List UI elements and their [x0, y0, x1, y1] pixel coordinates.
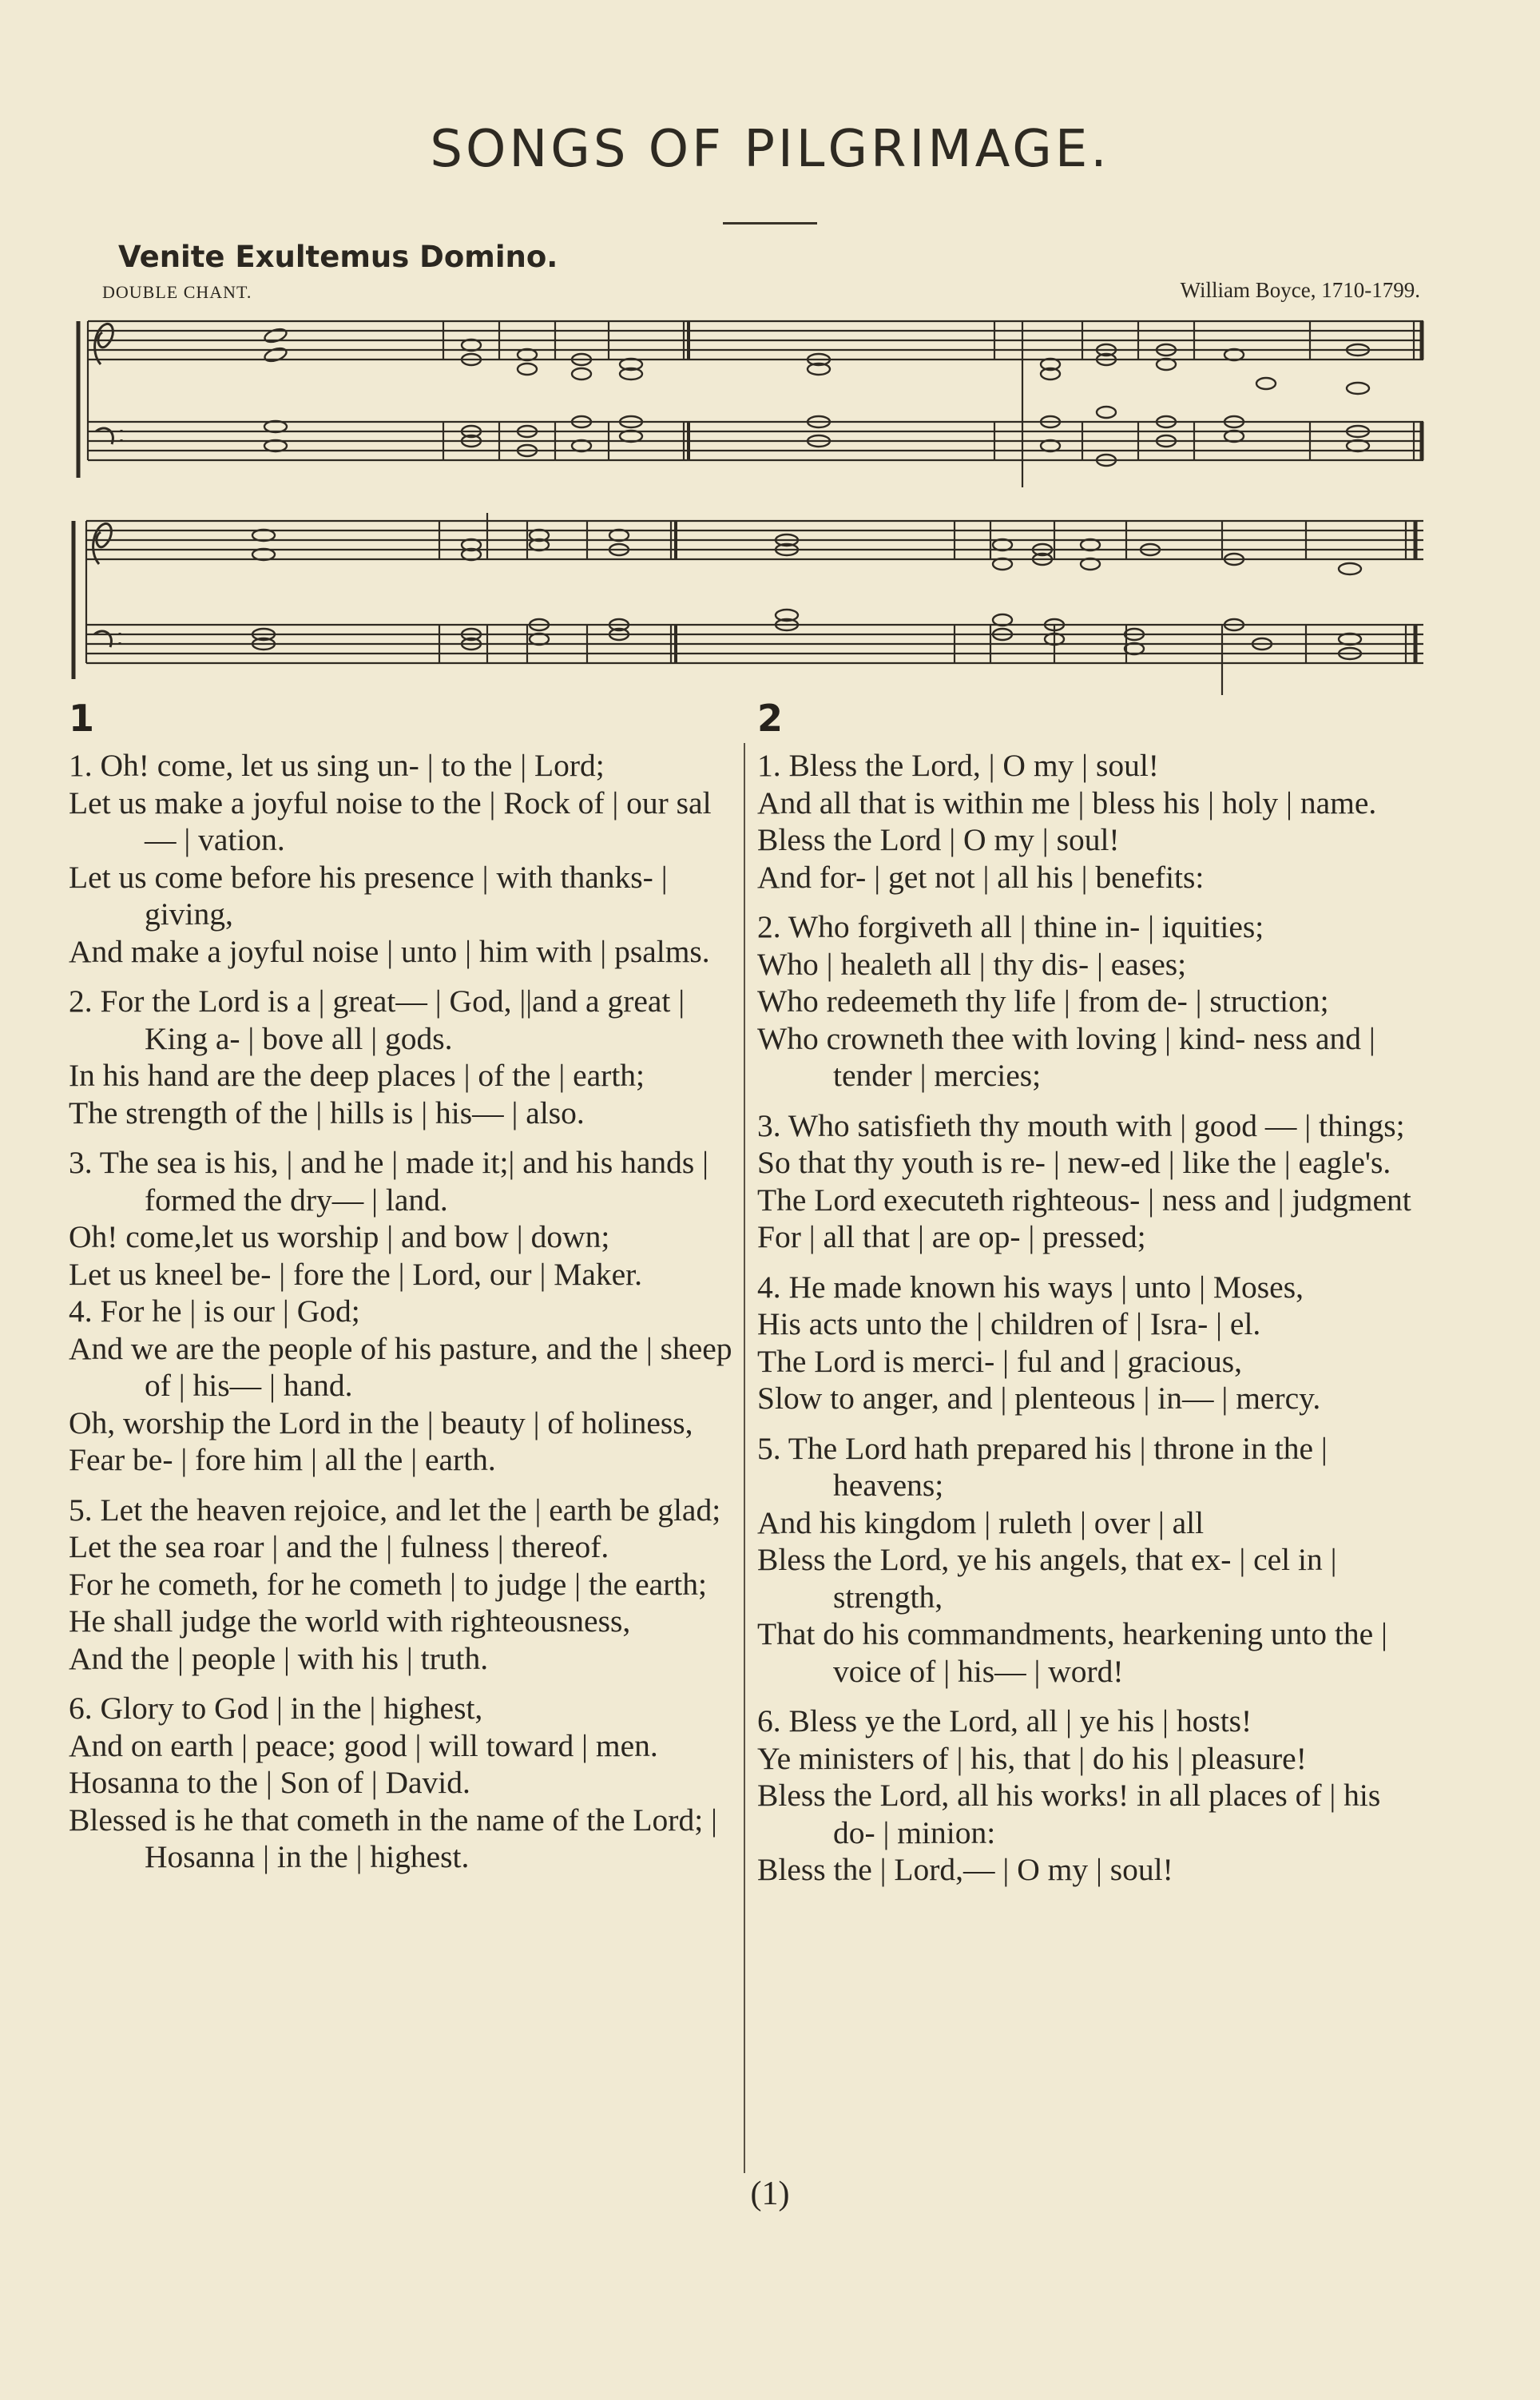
system-1-bass-staff [88, 422, 1423, 460]
verse-line: Slow to anger, and | plenteous | in— | mercy. [757, 1381, 1321, 1416]
verse-line: So that thy youth is re- | new-ed | like the | eagle's. [757, 1145, 1391, 1180]
verse-line: Bless the Lord, ye his angels, that ex- | cel in | strength, [757, 1542, 1337, 1615]
verse-line: Who crowneth thee with loving | kind- ness and | tender | mercies; [757, 1020, 1375, 1093]
verse-line: 5. Let the heaven rejoice, and let the | earth be glad; [69, 1492, 721, 1528]
system-1-barlines [88, 321, 1422, 487]
stanza [757, 1703, 1428, 1889]
verse-line: That do his commandments, hearkening unto the | voice of | his— | word! [757, 1616, 1387, 1689]
verse-line: Fear be- | fore him | all the | earth. [69, 1442, 496, 1477]
verse-line: Let us kneel be- | fore the | Lord, our | Maker. [69, 1256, 643, 1292]
verse-line: Bless the | Lord,— | O my | soul! [757, 1852, 1173, 1887]
chant-2-number: 2 [757, 697, 784, 740]
music-score [0, 304, 1540, 719]
stanza [69, 1492, 740, 1678]
stanza [69, 1690, 740, 1876]
verse-line: Let us come before his presence | with thanks- | giving, [69, 859, 668, 932]
verse-line: Let the sea roar | and the | fulness | thereof. [69, 1529, 609, 1564]
verse-line: And make a joyful noise | unto | him with | psalms. [69, 933, 710, 969]
stanza [757, 747, 1428, 896]
verse-line: The Lord executeth righteous- | ness and | judgment [757, 1182, 1411, 1218]
verse-line: 2. For the Lord is a | great— | God, ||and a great | King a- | bove all | gods. [69, 983, 685, 1056]
verse-line: Let us make a joyful noise to the | Rock of | our sal— | vation. [69, 785, 712, 857]
verse-line: Blessed is he that cometh in the name of the Lord; | Hosanna | in the | highest. [69, 1802, 717, 1874]
verse-line: For he cometh, for he cometh | to judge | the earth; [69, 1566, 707, 1602]
verse-line: And the | people | with his | truth. [69, 1640, 489, 1676]
title-rule [723, 222, 817, 225]
verse-line: And all that is within me | bless his | holy | name. [757, 785, 1377, 821]
chant-type-label: DOUBLE CHANT. [102, 282, 252, 302]
page-title: SONGS OF PILGRIMAGE. [430, 120, 1110, 179]
verse-line: Bless the Lord | O my | soul! [757, 822, 1120, 857]
verse-line: Oh, worship the Lord in the | beauty | of holiness, [69, 1405, 693, 1440]
verse-line: 1. Bless the Lord, | O my | soul! [757, 748, 1159, 783]
chant-1-number: 1 [69, 697, 95, 740]
verse-line: 4. He made known his ways | unto | Moses, [757, 1269, 1304, 1305]
verse-line: 3. Who satisfieth thy mouth with | good — | things; [757, 1107, 1405, 1143]
verse-line: His acts unto the | children of | Isra- | el. [757, 1306, 1261, 1341]
stanza [69, 1144, 740, 1479]
composer-credit: William Boyce, 1710-1799. [1180, 278, 1420, 302]
chant-1-text [69, 747, 740, 1889]
system-1-notes [264, 327, 1369, 466]
stanza [69, 747, 740, 970]
stanza [757, 1107, 1428, 1256]
verse-line: 3. The sea is his, | and he | made it;| and his hands | formed the dry— | land. [69, 1145, 709, 1218]
page-number: (1) [750, 2175, 790, 2212]
verse-line: 6. Glory to God | in the | highest, [69, 1691, 483, 1726]
verse-line: 4. For he | is our | God; [69, 1293, 360, 1329]
stanza [757, 908, 1428, 1095]
verse-line: Who | healeth all | thy dis- | eases; [757, 946, 1187, 982]
verse-line: For | all that | are op- | pressed; [757, 1219, 1146, 1254]
verse-line: The Lord is merci- | ful and | gracious, [757, 1343, 1243, 1379]
verse-line: Ye ministers of | his, that | do his | pleasure! [757, 1740, 1307, 1776]
verse-line: In his hand are the deep places | of the | earth; [69, 1058, 645, 1093]
song-title: Venite Exultemus Domino. [118, 240, 558, 274]
stanza [757, 1269, 1428, 1417]
verse-line: 6. Bless ye the Lord, all | ye his | hosts! [757, 1703, 1252, 1738]
verse-line: Who redeemeth thy life | from de- | struction; [757, 983, 1329, 1019]
column-divider [744, 743, 745, 2173]
stanza [757, 1430, 1428, 1691]
verse-line: 1. Oh! come, let us sing un- | to the | Lord; [69, 748, 605, 783]
chant-2-text [757, 747, 1428, 1901]
verse-line: 2. Who forgiveth all | thine in- | iquities; [757, 909, 1264, 944]
verse-line: The strength of the | hills is | his— | also. [69, 1095, 585, 1130]
verse-line: And his kingdom | ruleth | over | all [757, 1504, 1205, 1540]
verse-line: He shall judge the world with righteousness, [69, 1603, 631, 1639]
verse-line: Hosanna to the | Son of | David. [69, 1765, 470, 1800]
verse-line: Bless the Lord, all his works! in all places of | his do- | minion: [757, 1778, 1381, 1850]
verse-line: 5. The Lord hath prepared his | throne in the | heavens; [757, 1430, 1328, 1503]
verse-line: And we are the people of his pasture, and the | sheep of | his— | hand. [69, 1330, 732, 1403]
verse-line: And on earth | peace; good | will toward | men. [69, 1727, 658, 1763]
verse-line: And for- | get not | all his | benefits: [757, 859, 1205, 895]
verse-line: Oh! come,let us worship | and bow | down; [69, 1219, 610, 1254]
system-1-treble-staff [88, 321, 1423, 360]
stanza [69, 983, 740, 1131]
